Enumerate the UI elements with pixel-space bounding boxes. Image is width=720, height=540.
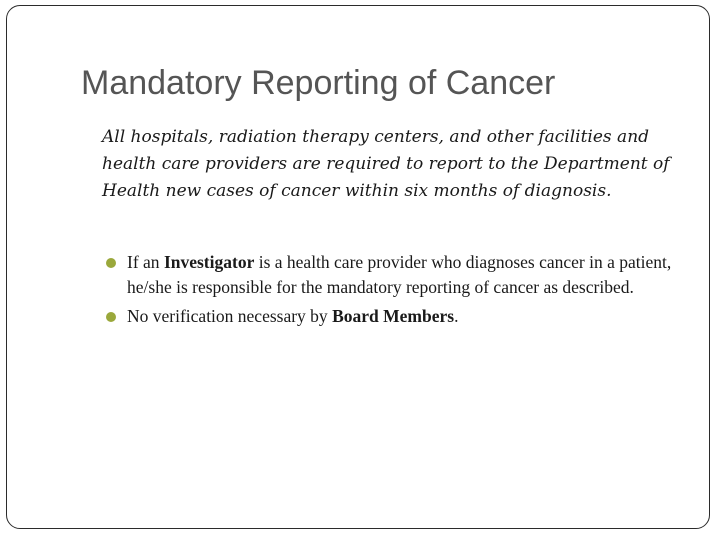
bullet-item-investigator [105,250,705,300]
bullet-dot-icon [106,312,116,322]
bullet-text-before: No verification necessary by [127,306,333,326]
bullet-item-board-members [105,304,705,329]
bullet-bold-term: Board Members [332,306,455,326]
bullet-text-after: is a health care provider who diagnoses cancer in a patient, he/she is responsible for the mandatory reporting of cancer as described. [127,252,672,297]
bullet-text-after: . [454,306,459,326]
bullet-bold-term: Investigator [163,252,255,272]
bullet-list [105,250,705,333]
intro-paragraph: All hospitals, radiation therapy centers, and other facilities and health care providers are required to report to the Department of Health new cases of cancer within six months of diagnosis. [102,127,670,201]
bullet-text-before: If an [127,252,164,272]
slide [6,5,710,529]
bullet-dot-icon [106,258,116,268]
slide-title: Mandatory Reporting of Cancer [81,64,556,102]
